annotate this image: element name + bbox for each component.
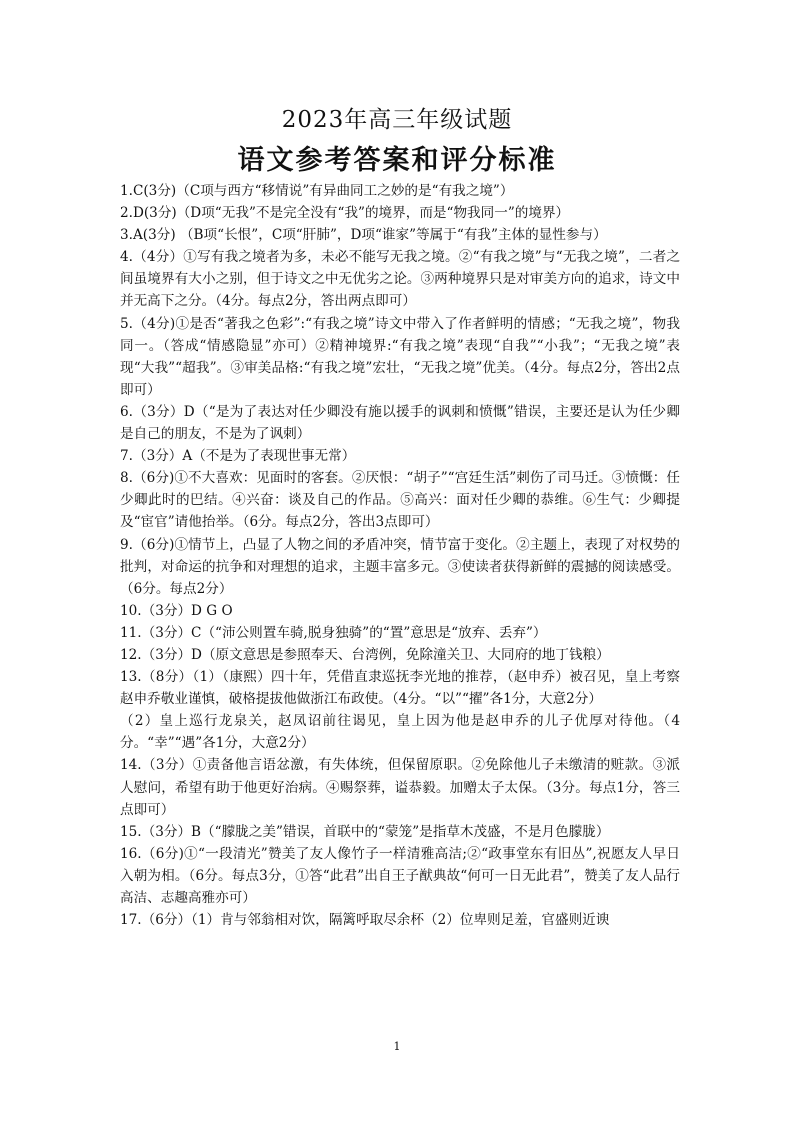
answer-item: 1.C(3分)（C项与西方“移情说”有异曲同工之妙的是“有我之境”） xyxy=(120,183,514,199)
page-subtitle: 语文参考答案和评分标准 xyxy=(237,145,557,176)
answer-item: 12.（3分）D（原文意思是参照奉天、台湾例，免除潼关卫、大同府的地丁钱粮） xyxy=(120,646,610,663)
answer-item: 10.（3分）D G O xyxy=(120,602,233,619)
answer-item: 9.（6分)①情节上，凸显了人物之间的矛盾冲突，情节富于变化。②主题上，表现了对权势的批判，对命运的抗争和对理想的追求，主题丰富多元。③使读者获得新鲜的震撼的阅读感受。（6分。每点2分） xyxy=(120,536,680,597)
page-number: 1 xyxy=(393,1040,401,1053)
answer-item: 4.（4分）①写有我之境者为多，未必不能写无我之境。②“有我之境”与“无我之境”，二者之间虽境界有大小之别，但于诗文之中无优劣之论。③两种境界只是对审美方向的追求，诗文中并无高下之分。（4分。每点2分，答出两点即可） xyxy=(120,249,680,310)
answer-item: 14.（3分）①责备他言语忿激，有失体统，但保留原职。②免除他儿子未缴清的赃款。③派人慰问，希望有助于他更好治病。④赐祭葬，谥恭毅。加赠太子太保。（3分。每点1分，答三点即可） xyxy=(120,757,680,818)
answer-item: 2.D(3分)（D项“无我”不是完全没有“我”的境界，而是“物我同一”的境界） xyxy=(120,205,570,222)
answer-item: （2）皇上巡行龙泉关，赵凤诏前往谒见，皇上因为他是赵申乔的儿子优厚对待他。（4分。“幸”“遇”各1分，大意2分） xyxy=(120,713,680,752)
answer-item: 17.（6分）（1）肯与邻翁相对饮，隔篱呼取尽余杯（2）位卑则足羞，官盛则近谀 xyxy=(120,912,610,929)
answer-item: 16.（6分)①“一段清光”赞美了友人像竹子一样清雅高洁;②“政事堂东有旧丛”,祝愿友人早日入朝为相。（6分。每点3分，①答“此君”出自王子猷典故“何可一日无此君”，赞美了友人品行高洁、志趣高雅亦可） xyxy=(120,845,680,906)
answer-item: 6.（3分）D（“是为了表达对任少卿没有施以援手的讽刺和愤慨”错误，主要还是认为任少卿是自己的朋友，不是为了讽刺） xyxy=(120,403,680,443)
answer-item: 7.（3分）A（不是为了表现世事无常） xyxy=(120,448,356,465)
page-title: 2023年高三年级试题 xyxy=(281,107,513,133)
answer-item: 15.（3分）B（“朦胧之美”错误，首联中的“蒙笼”是指草木茂盛，不是月色朦胧） xyxy=(120,823,610,840)
answer-item: 13.（8分）（1）（康熙）四十年，凭借直隶巡抚李光地的推荐，（赵申乔）被召见，皇上考察赵申乔敬业谨慎，破格提拔他做浙江布政使。（4分。“以”“擢”各1分，大意2分） xyxy=(120,669,680,708)
answer-item: 11.（3分）C（“沛公则置车骑,脱身独骑”的“置”意思是“放弃、丢弃”） xyxy=(120,624,547,641)
answer-item: 8.（6分)①不大喜欢：见面时的客套。②厌恨：“胡子”“宫廷生活”刺伤了司马迁。③愤慨：任少卿此时的巴结。④兴奋：谈及自己的作品。⑤高兴：面对任少卿的恭维。⑥生气：少卿提及“宦官”请他抬举。（6分。每点2分，答出3点即可） xyxy=(120,470,680,531)
answer-list xyxy=(120,180,680,931)
answer-item: 5.（4分)①是否“著我之色彩”:“有我之境”诗文中带入了作者鲜明的情感；“无我之境”，物我同一。（答成“情感隐显”亦可）②精神境界:“有我之境”表现“自我”“小我”；“无我之境”表现“大我”“超我”。③审美品格:“有我之境”宏壮，“无我之境”优美。（4分。每点2分，答出2点即可） xyxy=(120,315,680,398)
answer-item: 3.A(3分) （B项“长恨”，C项“肝肺”，D项“谁家”等属于“有我”主体的显性参与） xyxy=(120,227,607,244)
